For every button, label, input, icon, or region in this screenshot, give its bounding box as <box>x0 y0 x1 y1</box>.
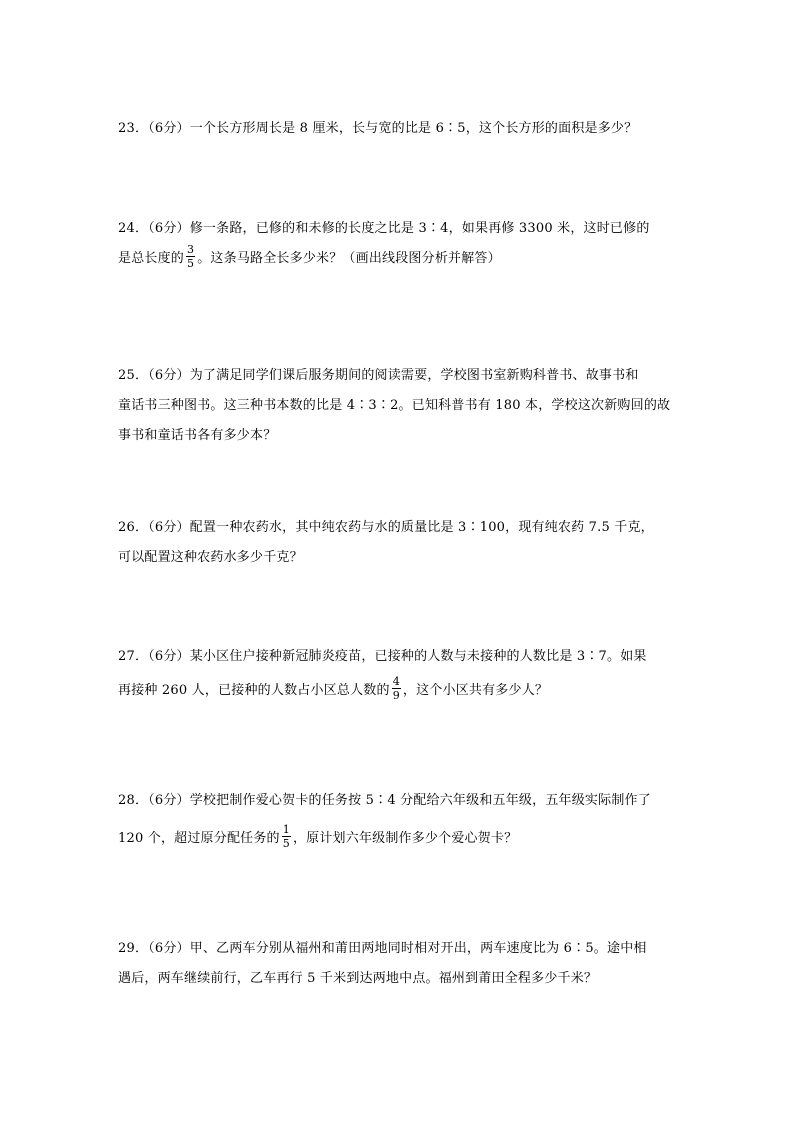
question-line <box>118 543 678 573</box>
fraction-numerator: 4 <box>392 675 400 688</box>
fraction-denominator: 5 <box>282 837 290 850</box>
question-text: 24．（6分）修一条路，已修的和未修的长度之比是 3∶4，如果再修 3300 米，这时已修的 <box>118 221 650 236</box>
question-text: 23．（6分）一个长方形周长是 8 厘米，长与宽的比是 6∶5，这个长方形的面积是多少？ <box>118 121 638 136</box>
fraction-denominator: 5 <box>187 257 195 270</box>
question-line <box>118 361 678 391</box>
fraction <box>392 676 401 701</box>
question-text: 120 个，超过原分配任务的 <box>118 831 280 846</box>
question-29 <box>118 934 678 994</box>
question-text: 童话书三种图书。这三种书本数的比是 4∶3∶2。已知科普书有 180 本，学校这次新购回的故 <box>118 398 671 413</box>
question-28 <box>118 786 678 854</box>
question-line <box>118 391 678 421</box>
question-23 <box>118 114 678 144</box>
fraction <box>186 244 195 269</box>
question-25 <box>118 361 678 451</box>
question-text: 28．（6分）学校把制作爱心贺卡的任务按 5∶4 分配给六年级和五年级，五年级实际制作了 <box>118 793 651 808</box>
question-text: 25．（6分）为了满足同学们课后服务期间的阅读需要，学校图书室新购科普书、故事书和 <box>118 368 639 383</box>
question-line <box>118 964 678 994</box>
fraction-numerator: 3 <box>187 243 195 256</box>
question-line <box>118 786 678 816</box>
question-line <box>118 513 678 543</box>
question-26 <box>118 513 678 573</box>
question-text: 事书和童话书各有多少本？ <box>118 428 277 443</box>
question-line <box>118 214 678 244</box>
question-line <box>118 824 678 854</box>
question-24 <box>118 214 678 274</box>
fraction-denominator: 9 <box>392 689 400 702</box>
question-27 <box>118 642 678 706</box>
question-line <box>118 934 678 964</box>
question-text: 是总长度的 <box>118 251 185 266</box>
question-text: ，原计划六年级制作多少个爱心贺卡？ <box>292 831 518 846</box>
question-text: 再接种 260 人，已接种的人数占小区总人数的 <box>118 683 390 698</box>
question-line <box>118 114 678 144</box>
question-text: 29．（6分）甲、乙两车分别从福州和莆田两地同时相对开出，两车速度比为 6∶5。途中相 <box>118 941 647 956</box>
fraction-numerator: 1 <box>282 823 290 836</box>
question-text: 遇后，两车继续前行，乙车再行 5 千米到达两地中点。福州到莆田全程多少千米？ <box>118 971 598 986</box>
fraction <box>282 824 291 849</box>
question-line <box>118 421 678 451</box>
question-text: 。这条马路全长多少米？（画出线段图分析并解答） <box>197 251 501 266</box>
question-line <box>118 676 678 706</box>
question-line <box>118 244 678 274</box>
question-line <box>118 642 678 672</box>
question-text: ，这个小区共有多少人？ <box>402 683 549 698</box>
question-text: 26．（6分）配置一种农药水，其中纯农药与水的质量比是 3∶100，现有纯农药 7.5 千克， <box>118 520 654 535</box>
question-text: 可以配置这种农药水多少千克？ <box>118 550 303 565</box>
question-text: 27．（6分）某小区住户接种新冠肺炎疫苗，已接种的人数与未接种的人数比是 3∶7。如果 <box>118 649 647 664</box>
